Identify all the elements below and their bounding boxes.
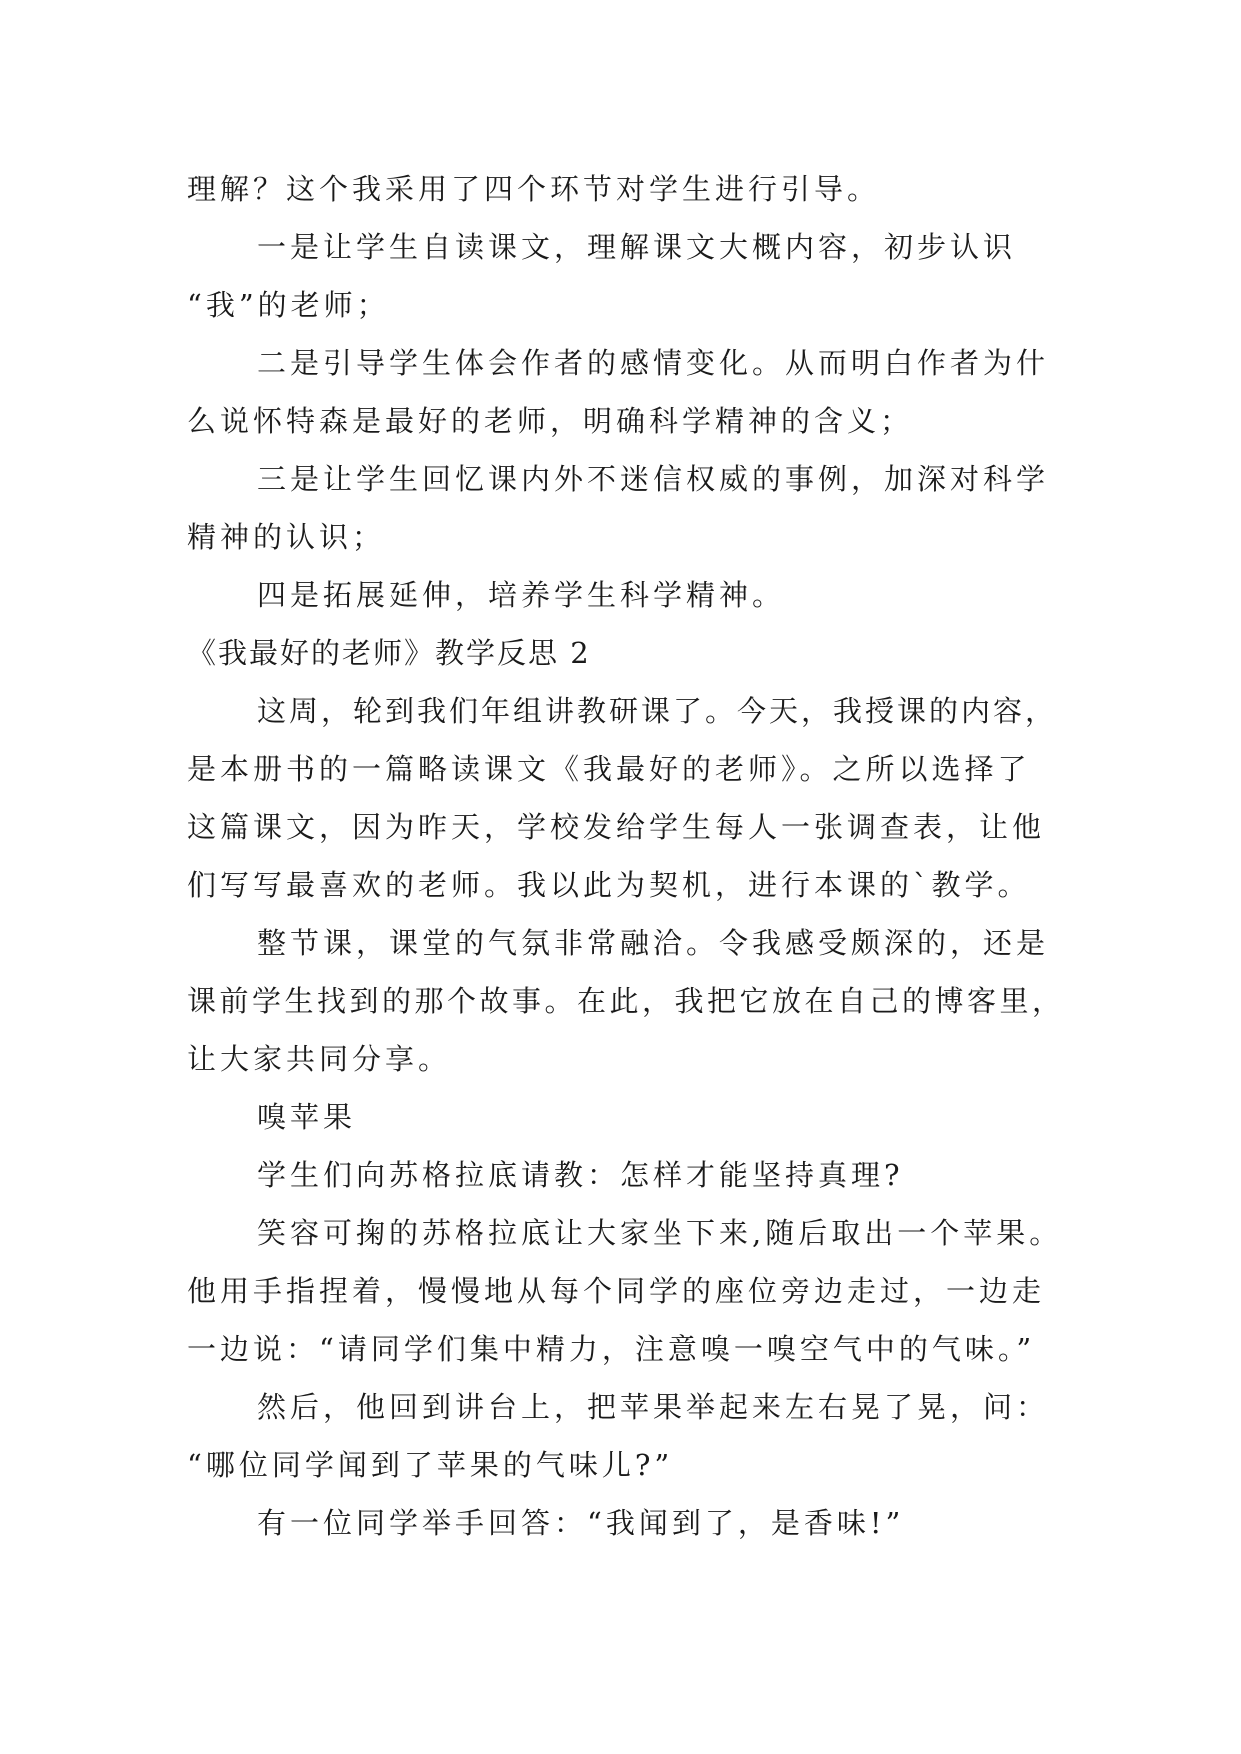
text-line: 精神的认识；: [187, 520, 386, 554]
text-line: 理解？这个我采用了四个环节对学生进行引导。: [187, 172, 881, 206]
text-line: 们写写最喜欢的老师。我以此为契机，进行本课的`教学。: [187, 868, 1031, 902]
text-line: 嗅苹果: [257, 1100, 357, 1134]
document-body: [187, 160, 1067, 1552]
text-line: 课前学生找到的那个故事。在此，我把它放在自己的博客里，: [187, 984, 1065, 1018]
section-heading: 《我最好的老师》教学反思 2: [187, 636, 591, 670]
text-line: 四是拓展延伸，培养学生科学精神。: [257, 578, 786, 612]
text-line: “哪位同学闻到了苹果的气味儿?”: [187, 1448, 674, 1482]
text-line: “我”的老师；: [187, 288, 390, 322]
text-line: 整节课，课堂的气氛非常融洽。令我感受颇深的，还是: [257, 926, 1050, 960]
text-line: 他用手指捏着，慢慢地从每个同学的座位旁边走过，一边走: [187, 1274, 1046, 1308]
text-line: 一是让学生自读课文，理解课文大概内容，初步认识: [257, 230, 1017, 264]
text-line: 学生们向苏格拉底请教：怎样才能坚持真理?: [257, 1158, 904, 1192]
text-line: 一边说：“请同学们集中精力，注意嗅一嗅空气中的气味。”: [187, 1332, 1036, 1366]
text-line: 是本册书的一篇略读课文《我最好的老师》。之所以选择了: [187, 752, 1031, 786]
text-line: 三是让学生回忆课内外不迷信权威的事例，加深对科学: [257, 462, 1050, 496]
text-line: 么说怀特森是最好的老师，明确科学精神的含义；: [187, 404, 914, 438]
text-line: 然后，他回到讲台上，把苹果举起来左右晃了晃，问：: [257, 1390, 1050, 1424]
text-line: 这篇课文，因为昨天，学校发给学生每人一张调查表，让他: [187, 810, 1046, 844]
text-line: 这周，轮到我们年组讲教研课了。今天，我授课的内容，: [257, 694, 1058, 728]
text-line: 笑容可掬的苏格拉底让大家坐下来,随后取出一个苹果。: [257, 1216, 1063, 1250]
text-line: 让大家共同分享。: [187, 1042, 452, 1076]
text-line: 有一位同学举手回答：“我闻到了，是香味!”: [257, 1506, 905, 1540]
text-line: 二是引导学生体会作者的感情变化。从而明白作者为什: [257, 346, 1050, 380]
